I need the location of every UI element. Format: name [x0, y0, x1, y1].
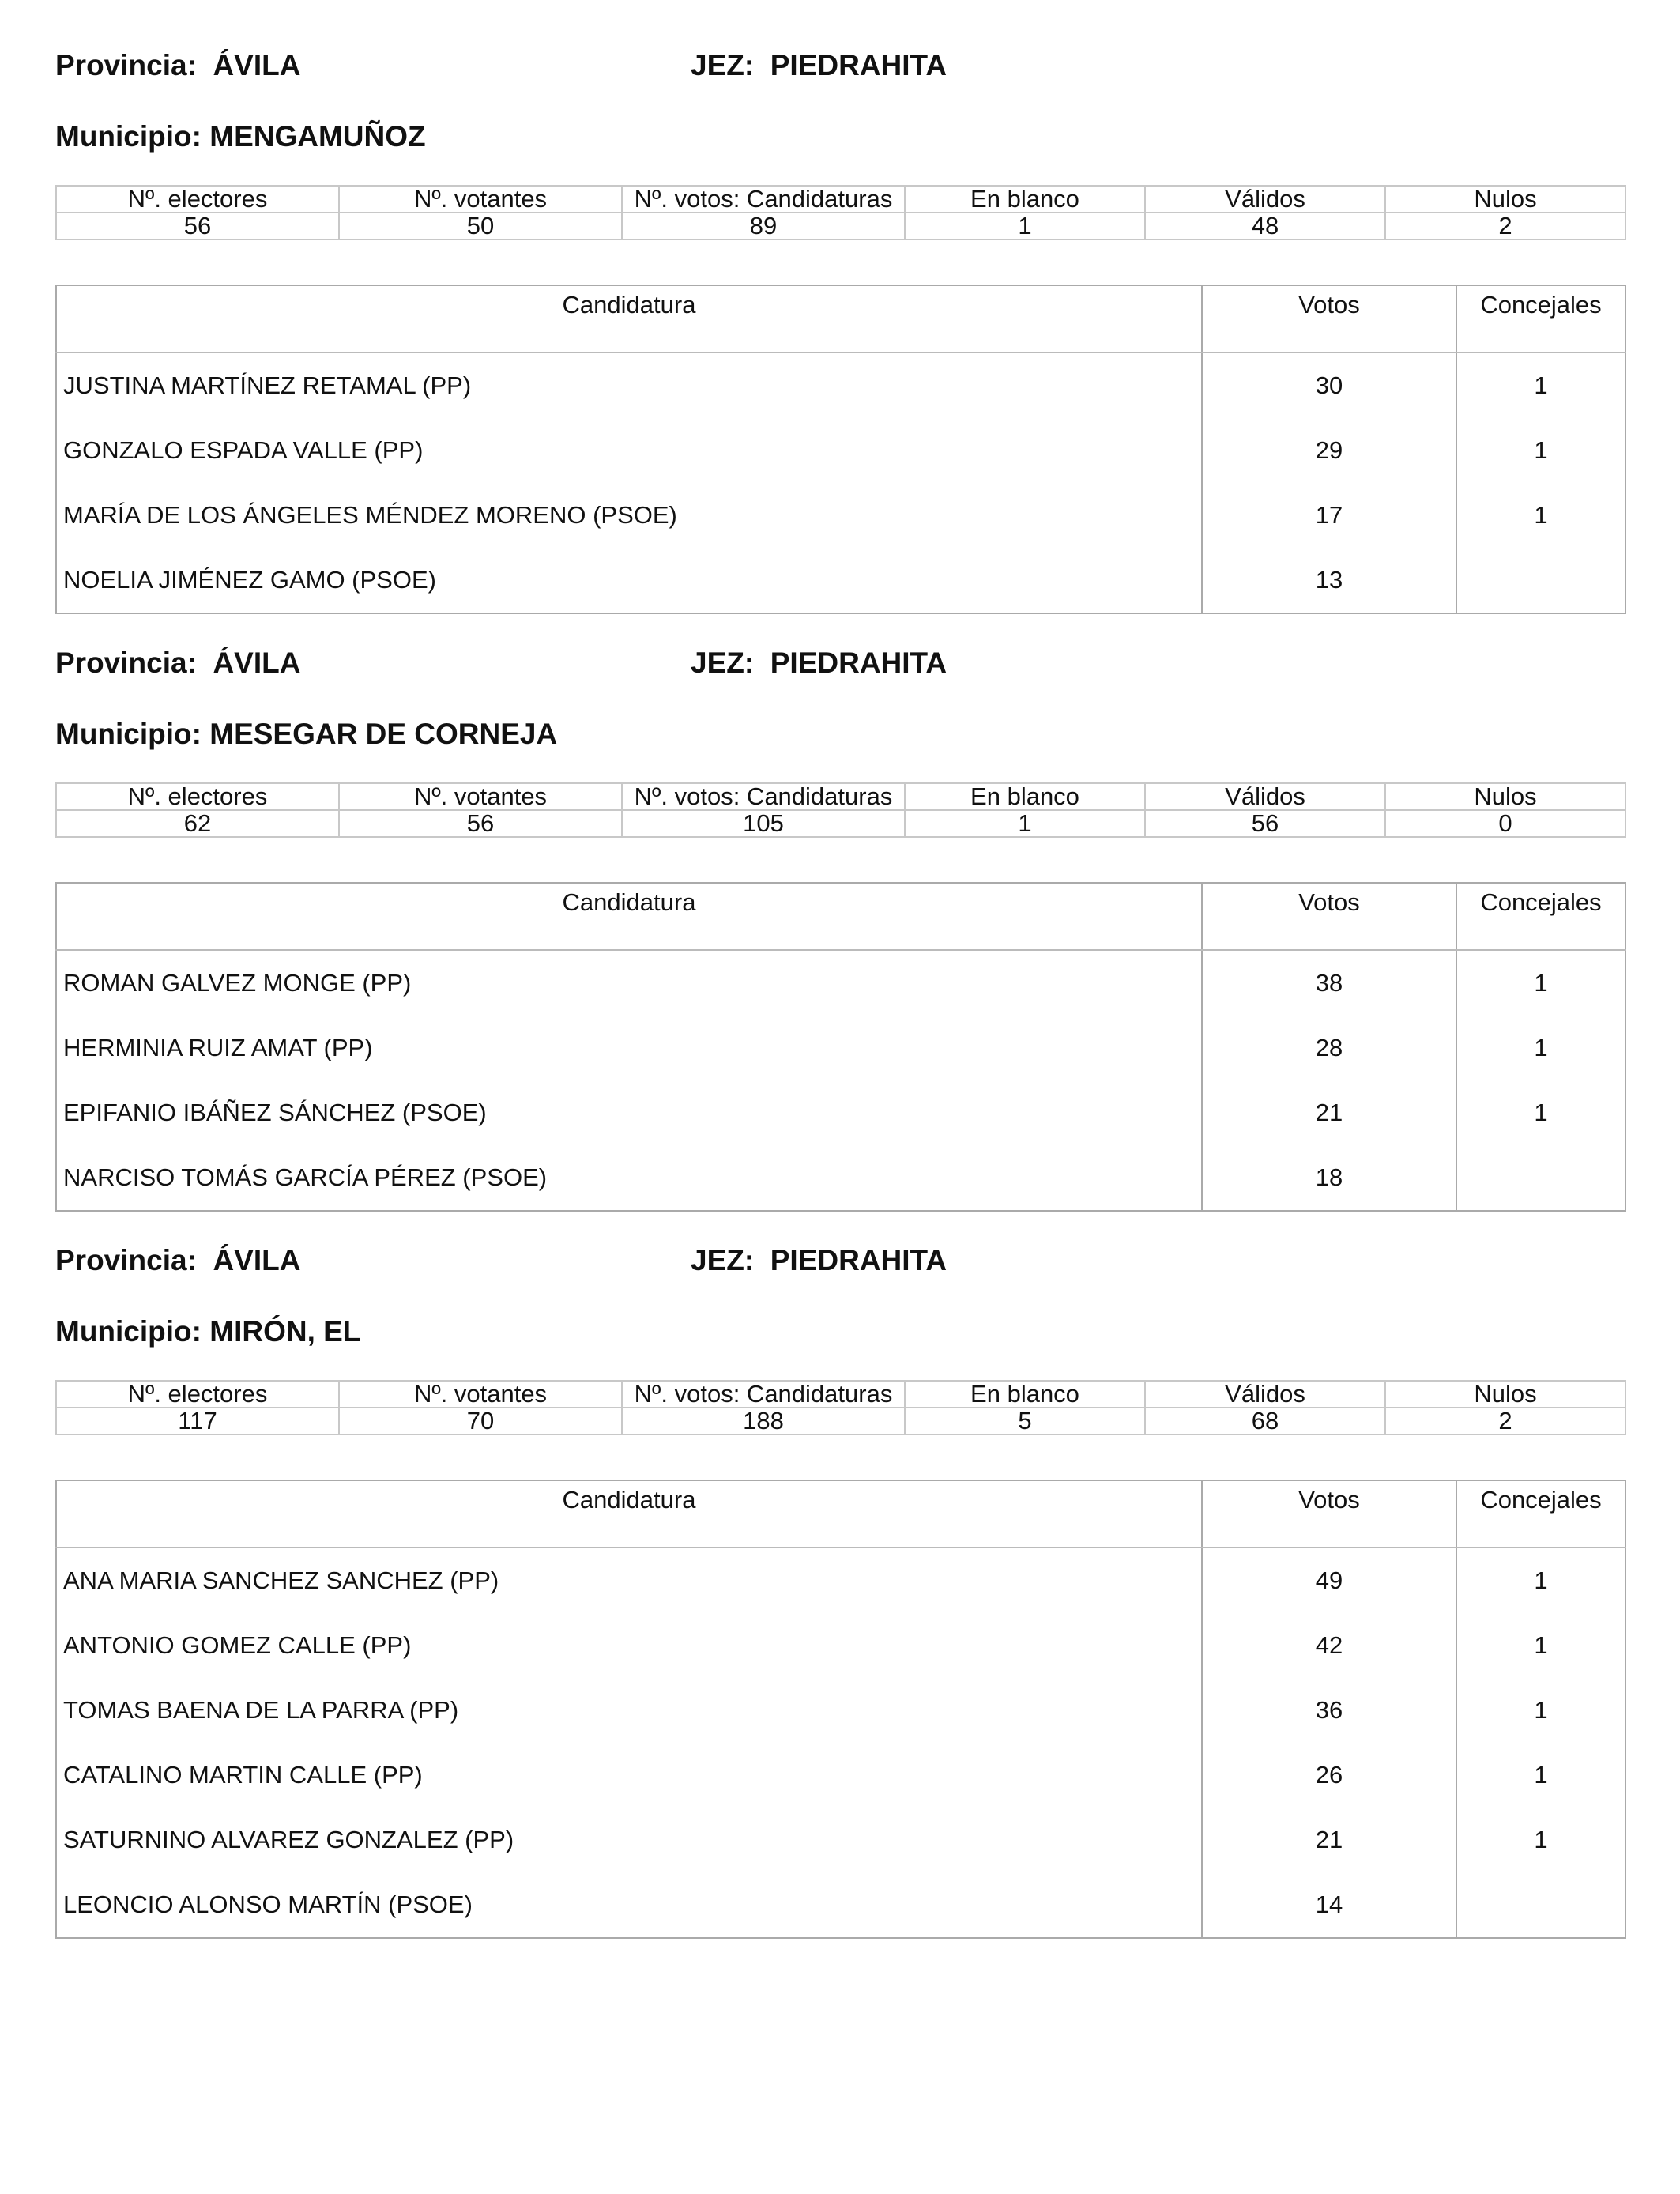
candidates-header-row [56, 1480, 1625, 1547]
candidates-header-row [56, 883, 1625, 950]
stats-header-cell: Nº. electores [56, 186, 339, 213]
candidate-row [56, 548, 1625, 613]
stats-header-cell: Nulos [1385, 1381, 1625, 1408]
municipio-value: MESEGAR DE CORNEJA [209, 718, 558, 750]
jez-value: PIEDRAHITA [770, 49, 947, 81]
stats-value-row [56, 810, 1625, 837]
concejales-header: Concejales [1456, 285, 1625, 352]
candidate-row [56, 1808, 1625, 1872]
candidate-name: ROMAN GALVEZ MONGE (PP) [56, 950, 1202, 1016]
stats-value-cell: 56 [56, 213, 339, 239]
candidate-votes: 26 [1202, 1743, 1456, 1808]
stats-header-cell: Nº. votos: Candidaturas [622, 186, 905, 213]
stats-header-cell: Nulos [1385, 186, 1625, 213]
stats-value-cell: 56 [1145, 810, 1385, 837]
municipio [55, 718, 557, 751]
stats-header-row [56, 1381, 1625, 1408]
stats-header-cell: Válidos [1145, 783, 1385, 810]
candidatura-header: Candidatura [56, 1480, 1202, 1547]
stats-value-cell: 2 [1385, 213, 1625, 239]
section-header [55, 49, 1625, 96]
candidate-seats: 1 [1534, 1034, 1548, 1061]
candidate-seats: 1 [1534, 1631, 1548, 1659]
candidate-votes: 42 [1202, 1613, 1456, 1678]
candidatura-header: Candidatura [56, 285, 1202, 352]
candidate-votes: 21 [1202, 1080, 1456, 1145]
stats-table [55, 185, 1626, 240]
candidate-name: SATURNINO ALVAREZ GONZALEZ (PP) [56, 1808, 1202, 1872]
stats-value-cell: 48 [1145, 213, 1385, 239]
candidate-seats: 1 [1534, 1566, 1548, 1594]
votos-header: Votos [1202, 285, 1456, 352]
stats-header-row [56, 783, 1625, 810]
candidate-votes: 49 [1202, 1547, 1456, 1613]
stats-value-cell: 2 [1385, 1408, 1625, 1434]
candidate-name: NOELIA JIMÉNEZ GAMO (PSOE) [56, 548, 1202, 613]
votos-header: Votos [1202, 883, 1456, 950]
stats-header-cell: Nº. votantes [339, 783, 622, 810]
section-header [55, 1244, 1625, 1291]
municipio-label: Municipio: [55, 1315, 210, 1348]
candidate-seats [1456, 1872, 1625, 1938]
candidate-name: CATALINO MARTIN CALLE (PP) [56, 1743, 1202, 1808]
stats-value-cell: 117 [56, 1408, 339, 1434]
municipality-section [55, 49, 1625, 594]
candidate-row [56, 950, 1625, 1016]
stats-value-cell: 1 [905, 810, 1145, 837]
candidate-name: NARCISO TOMÁS GARCÍA PÉREZ (PSOE) [56, 1145, 1202, 1211]
stats-header-row [56, 186, 1625, 213]
stats-header-cell: Válidos [1145, 186, 1385, 213]
concejales-header: Concejales [1456, 883, 1625, 950]
stats-table [55, 1380, 1626, 1435]
candidate-votes: 30 [1202, 352, 1456, 418]
provincia-label: Provincia: [55, 1244, 213, 1276]
stats-value-cell: 70 [339, 1408, 622, 1434]
stats-value-cell: 62 [56, 810, 339, 837]
stats-value-cell: 5 [905, 1408, 1145, 1434]
candidates-header-row [56, 285, 1625, 352]
candidate-row [56, 1743, 1625, 1808]
stats-header-cell: Nº. votos: Candidaturas [622, 1381, 905, 1408]
section-header [55, 647, 1625, 694]
stats-header-cell: Nº. votantes [339, 186, 622, 213]
stats-header-cell: Nº. electores [56, 783, 339, 810]
stats-value-row [56, 213, 1625, 239]
stats-table [55, 782, 1626, 838]
stats-header-cell: Válidos [1145, 1381, 1385, 1408]
provincia-value: ÁVILA [213, 1244, 301, 1276]
provincia-label: Provincia: [55, 647, 213, 679]
candidate-votes: 29 [1202, 418, 1456, 483]
candidate-name: TOMAS BAENA DE LA PARRA (PP) [56, 1678, 1202, 1743]
jez-value: PIEDRAHITA [770, 1244, 947, 1276]
provincia-value: ÁVILA [213, 49, 301, 81]
candidate-row [56, 1016, 1625, 1080]
candidate-name: EPIFANIO IBÁÑEZ SÁNCHEZ (PSOE) [56, 1080, 1202, 1145]
candidate-row [56, 1145, 1625, 1211]
jez [691, 1244, 947, 1277]
candidate-votes: 36 [1202, 1678, 1456, 1743]
concejales-header: Concejales [1456, 1480, 1625, 1547]
stats-value-cell: 105 [622, 810, 905, 837]
candidate-name: ANTONIO GOMEZ CALLE (PP) [56, 1613, 1202, 1678]
candidate-row [56, 1872, 1625, 1938]
provincia-label: Provincia: [55, 49, 213, 81]
candidate-row [56, 483, 1625, 548]
candidate-seats: 1 [1534, 1099, 1548, 1126]
stats-header-cell: En blanco [905, 783, 1145, 810]
candidate-seats [1456, 1145, 1625, 1211]
candidate-row [56, 352, 1625, 418]
stats-value-cell: 89 [622, 213, 905, 239]
municipality-section [55, 1244, 1625, 1918]
candidate-votes: 13 [1202, 548, 1456, 613]
municipality-section [55, 647, 1625, 1191]
candidate-row [56, 418, 1625, 483]
candidate-name: ANA MARIA SANCHEZ SANCHEZ (PP) [56, 1547, 1202, 1613]
candidate-row [56, 1547, 1625, 1613]
stats-value-cell: 188 [622, 1408, 905, 1434]
candidate-seats: 1 [1534, 1696, 1548, 1724]
candidates-table [55, 882, 1626, 1212]
stats-value-cell: 56 [339, 810, 622, 837]
votos-header: Votos [1202, 1480, 1456, 1547]
stats-value-cell: 0 [1385, 810, 1625, 837]
provincia [55, 647, 300, 680]
candidate-votes: 14 [1202, 1872, 1456, 1938]
candidate-seats: 1 [1534, 501, 1548, 529]
jez-label: JEZ: [691, 647, 770, 679]
candidate-votes: 38 [1202, 950, 1456, 1016]
candidates-table [55, 1480, 1626, 1939]
stats-header-cell: Nº. votos: Candidaturas [622, 783, 905, 810]
candidate-votes: 21 [1202, 1808, 1456, 1872]
municipio [55, 120, 426, 153]
jez [691, 647, 947, 680]
candidates-table [55, 285, 1626, 614]
candidate-name: HERMINIA RUIZ AMAT (PP) [56, 1016, 1202, 1080]
municipio-value: MENGAMUÑOZ [209, 120, 426, 153]
candidate-votes: 28 [1202, 1016, 1456, 1080]
provincia [55, 49, 300, 82]
stats-header-cell: En blanco [905, 186, 1145, 213]
candidate-votes: 18 [1202, 1145, 1456, 1211]
candidate-row [56, 1613, 1625, 1678]
candidate-name: MARÍA DE LOS ÁNGELES MÉNDEZ MORENO (PSOE) [56, 483, 1202, 548]
provincia-value: ÁVILA [213, 647, 301, 679]
candidate-row [56, 1080, 1625, 1145]
candidate-name: GONZALO ESPADA VALLE (PP) [56, 418, 1202, 483]
candidate-seats: 1 [1534, 1761, 1548, 1789]
municipio-label: Municipio: [55, 718, 210, 750]
stats-header-cell: Nº. votantes [339, 1381, 622, 1408]
provincia [55, 1244, 300, 1277]
candidate-name: JUSTINA MARTÍNEZ RETAMAL (PP) [56, 352, 1202, 418]
candidate-seats [1456, 548, 1625, 613]
jez-label: JEZ: [691, 1244, 770, 1276]
candidate-seats: 1 [1534, 1826, 1548, 1853]
stats-value-cell: 1 [905, 213, 1145, 239]
candidate-seats: 1 [1534, 371, 1548, 399]
candidate-seats: 1 [1534, 969, 1548, 997]
stats-value-cell: 68 [1145, 1408, 1385, 1434]
municipio-value: MIRÓN, EL [209, 1315, 361, 1348]
candidate-row [56, 1678, 1625, 1743]
candidate-name: LEONCIO ALONSO MARTÍN (PSOE) [56, 1872, 1202, 1938]
municipio [55, 1315, 360, 1348]
candidatura-header: Candidatura [56, 883, 1202, 950]
stats-header-cell: Nulos [1385, 783, 1625, 810]
stats-value-cell: 50 [339, 213, 622, 239]
stats-header-cell: En blanco [905, 1381, 1145, 1408]
jez-value: PIEDRAHITA [770, 647, 947, 679]
candidate-seats: 1 [1534, 436, 1548, 464]
jez-label: JEZ: [691, 49, 770, 81]
stats-header-cell: Nº. electores [56, 1381, 339, 1408]
stats-value-row [56, 1408, 1625, 1434]
municipio-label: Municipio: [55, 120, 210, 153]
candidate-votes: 17 [1202, 483, 1456, 548]
jez [691, 49, 947, 82]
